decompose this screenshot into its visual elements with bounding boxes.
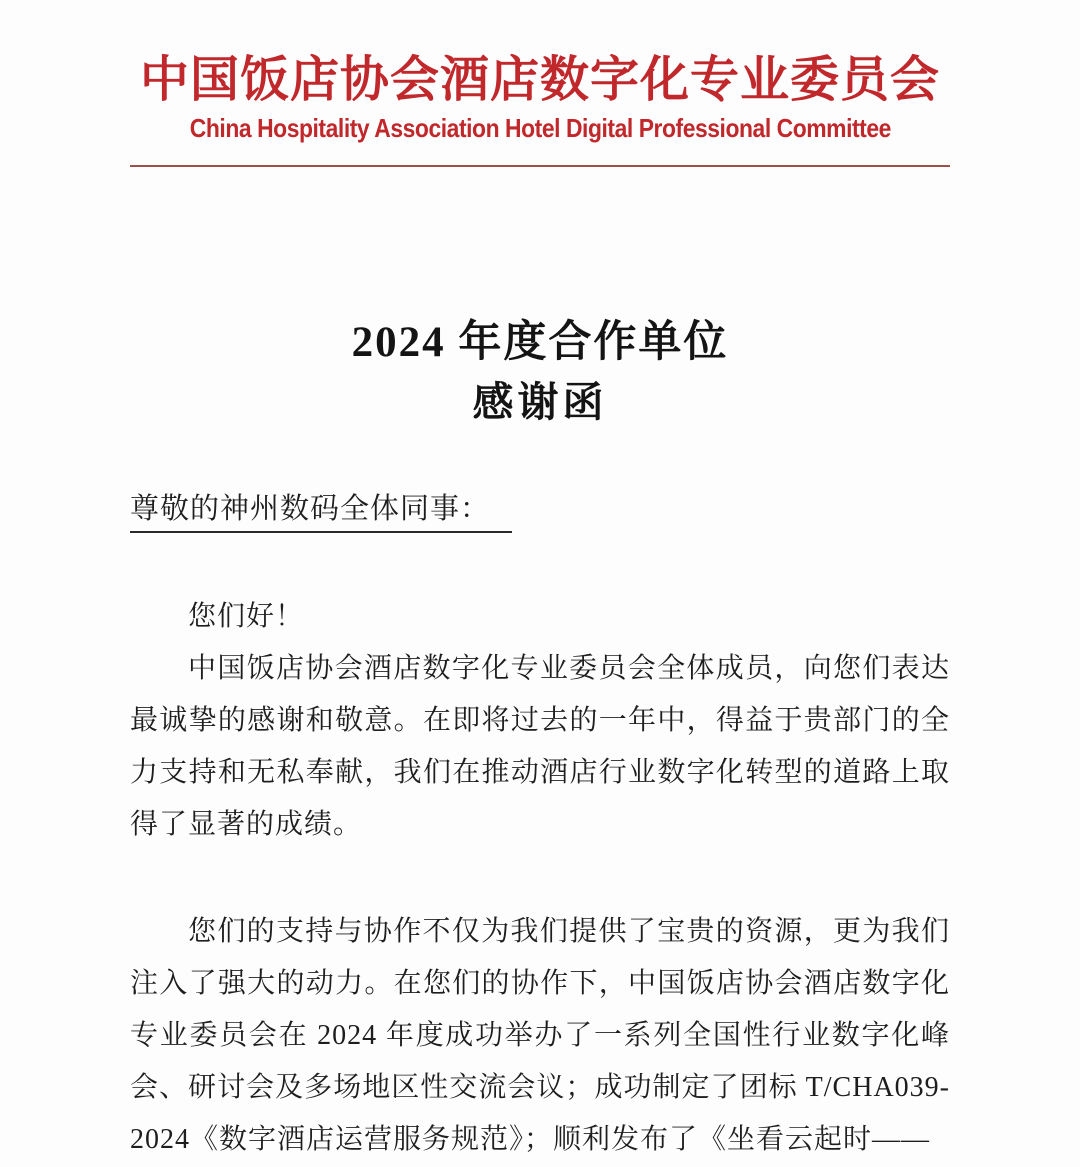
letterhead bbox=[130, 0, 950, 167]
salutation-text: 尊敬的神州数码全体同事： bbox=[130, 489, 512, 533]
body-line: 力支持和无私奉献，我们在推动酒店行业数字化转型的道路上取 bbox=[130, 757, 950, 788]
org-name-chinese: 中国饭店协会酒店数字化专业委员会 bbox=[139, 52, 940, 107]
body-line: 2024《数字酒店运营服务规范》；顺利发布了《坐看云起时—— bbox=[130, 1124, 931, 1155]
body-line: 得了显著的成绩。 bbox=[130, 809, 363, 840]
letterhead-divider bbox=[130, 165, 950, 167]
salutation bbox=[130, 489, 950, 533]
body-line: 您们好！ bbox=[188, 601, 305, 632]
body-line: 您们的支持与协作不仅为我们提供了宝贵的资源，更为我们 bbox=[188, 916, 950, 947]
document-title-line1: 2024 年度合作单位 bbox=[351, 319, 729, 366]
body-line: 注入了强大的动力。在您们的协作下，中国饭店协会酒店数字化 bbox=[130, 968, 950, 999]
document-title bbox=[130, 317, 950, 425]
body-line: 中国饭店协会酒店数字化专业委员会全体成员，向您们表达 bbox=[188, 653, 950, 684]
paragraph bbox=[130, 906, 950, 1166]
letter-body bbox=[130, 591, 950, 1166]
body-line: 专业委员会在 2024 年度成功举办了一系列全国性行业数字化峰 bbox=[130, 1020, 950, 1051]
paragraph bbox=[130, 591, 950, 851]
body-line: 会、研讨会及多场地区性交流会议；成功制定了团标 T/CHA039- bbox=[130, 1072, 950, 1103]
document-title-line2: 感谢函 bbox=[472, 379, 608, 425]
org-name-english: China Hospitality Association Hotel Digital Professional Committee bbox=[189, 113, 891, 143]
body-line: 最诚挚的感谢和敬意。在即将过去的一年中，得益于贵部门的全 bbox=[130, 705, 950, 736]
org-name-english-row bbox=[130, 112, 950, 149]
